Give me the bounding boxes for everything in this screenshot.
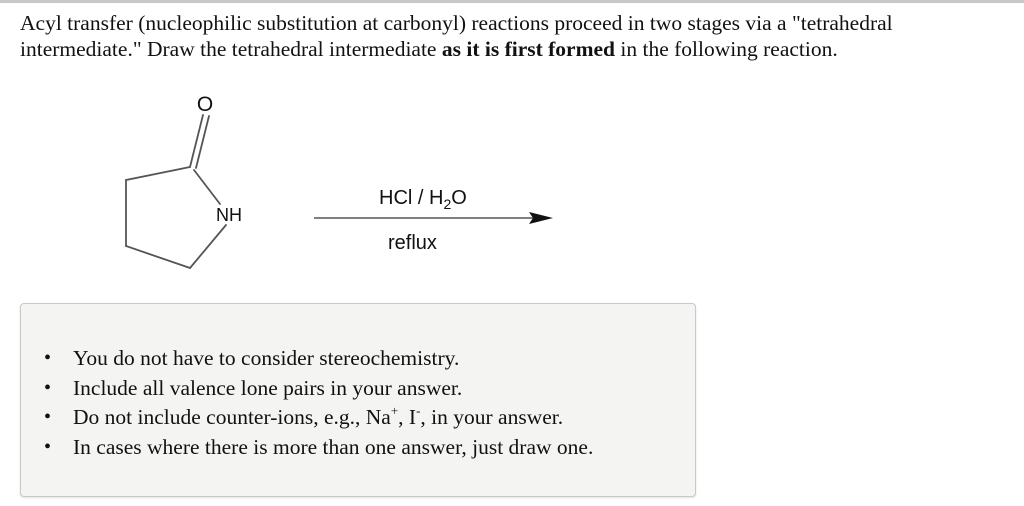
reagent-label <box>379 187 467 212</box>
minus-superscript: - <box>416 403 421 418</box>
instruction-item <box>73 403 593 433</box>
question-text-emphasis: as it is first formed <box>441 37 616 61</box>
question-text-part2: in the following reaction. <box>615 37 838 61</box>
condition-label: reflux <box>388 232 437 254</box>
instruction-item: • Include all valence lone pairs in your answer. <box>73 374 593 404</box>
reagent-tail: O <box>451 187 467 209</box>
ring-bond-ch2-n <box>190 225 226 268</box>
nh-label: NH <box>216 205 242 225</box>
plus-superscript: + <box>390 403 399 418</box>
instruction-item: • You do not have to consider stereochemistry. <box>73 344 593 374</box>
carbonyl-bond-a <box>190 115 203 167</box>
instructions-box <box>20 303 696 497</box>
ring-bond-carbonyl-ch2 <box>126 167 190 180</box>
carbonyl-bond-b <box>196 116 209 168</box>
ring-bond-bottom <box>126 246 190 268</box>
instruction-text: , I <box>398 405 417 429</box>
instruction-item: • In cases where there is more than one answer, just draw one. <box>73 433 593 463</box>
ring-bond-n-carbonyl <box>194 170 220 204</box>
instructions-list <box>73 344 593 462</box>
instruction-text: Do not include counter-ions, e.g., Na <box>73 405 391 429</box>
instruction-text: , in your answer. <box>420 405 564 429</box>
reagent-main: HCl / H <box>379 187 444 209</box>
question-text-part1: Acyl transfer (nucleophilic substitution at carbonyl) reactions proceed in two stages via a "tetrahedral intermediate." Draw the tetrahedral intermediate <box>20 11 893 61</box>
pyrrolidinone-structure <box>126 115 226 268</box>
oxygen-label: O <box>196 93 214 116</box>
reagent-subscript: 2 <box>443 196 452 212</box>
